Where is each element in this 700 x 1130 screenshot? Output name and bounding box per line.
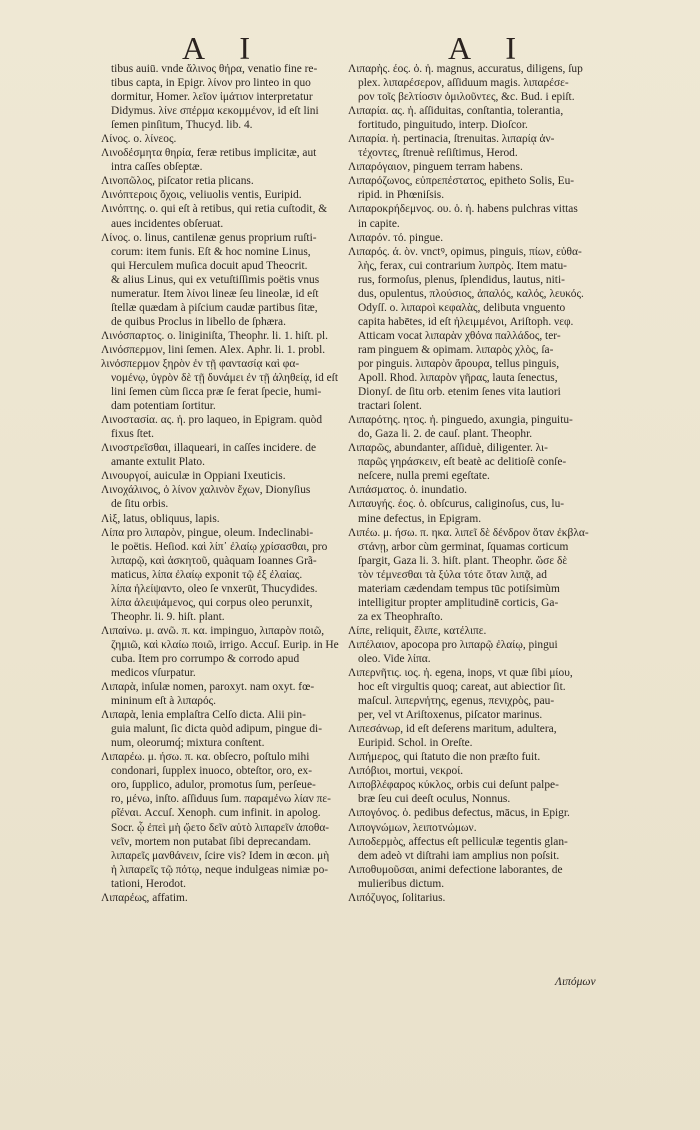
text-line: ζημιῶ, καὶ κλαίω ποιῶ, irrigo. Accuſ. Eurip. in He [111,638,339,651]
text-line: Λίπε, reliquit, ἔλιπε, κατέλιπε. [348,624,487,637]
text-line: Λιπαρόγαιον, pinguem terram habens. [348,161,523,174]
text-line: dormitur, Homer. λεῖον ἱμάτιον interpretatur [111,91,313,104]
text-line: hoc eſt virgultis quoq; careat, aut abiectior ſit. [358,681,566,694]
text-line: ſpargit, Gaza li. 3. hiſt. plant. Theophr. ὥσε δὲ [358,554,568,567]
text-line: lini ſemen cùm ſicca præ ſe ferat ſpecie, humi- [111,386,322,399]
text-line: Λιποβλέφαρος κύκλος, orbis cui deſunt palpe- [348,779,559,792]
text-line: de ſitu orbis. [111,498,169,511]
text-line: Λὶξ, latus, obliquus, lapis. [101,512,220,525]
text-line: oro, ſupplico, adulor, promotus ſum, perſeue- [111,779,316,792]
text-line: Λιπέλαιον, apocopa pro λιπαρῷ ἐλαίῳ, pingui [348,638,558,651]
text-line: Λιπέω. μ. ήσω. π. ηκα. λιπεῖ δὲ δένδρον ὅταν ἐκβλα- [348,526,589,539]
text-line: στάνῃ, arbor cùm germinat, ſquamas corticum [358,540,569,553]
text-line: Λιπεσάνωρ, id eſt deſerens maritum, adultera, [348,723,557,736]
text-line: rus, formoſus, plenus, ſplendidus, lautus, niti- [358,273,565,286]
text-line: oleo. Vide λίπα. [358,652,431,665]
text-line: Λίνος. ο. linus, cantilenæ genus proprium ruſti- [101,231,317,244]
text-line: Λινοστρεῖσθαι, illaqueari, in caſſes incidere. de [101,442,317,455]
text-line: Λιπόβιοι, mortui, νεκροί. [348,765,464,778]
text-line: λιπαρῷ, καὶ ἀσκητοῦ, quàquam Ioannes Grã- [111,554,317,567]
text-line: Λινουργοί, auiculæ in Oppiani Ixeuticis. [101,470,286,483]
text-line: Λίνος. ο. λίνεος. [101,133,177,146]
text-line: λὴς, ferax, cui contrarium λυπρὸς. Item matu- [358,259,567,272]
text-line: tationi, Herodot. [111,877,186,890]
text-line: Λιπαρέω. μ. ήσω. π. κα. obſecro, poſtulo mihi [101,751,310,764]
text-line: Λιπογνώμων, λειποτνώμων. [348,821,477,834]
text-line: Λιπαρός. ά. ὸν. vnctꝰ, opimus, pinguis, πίων, εὐθα- [348,245,582,258]
text-line: Λιπαρότης. ητος. ἡ. pinguedo, axungia, pinguitu- [348,414,573,427]
text-line: Λιποδερμὸς, affectus eſt pelliculæ tegentis glan- [348,835,568,848]
text-line: Didymus. λίνε σπέρμα κεκομμένον, id eſt lini [111,105,319,118]
text-line: corum: item funis. Eſt & hoc nomine Linus, [111,245,311,258]
text-line: Λιπαροκρήδεμνος. ου. ὁ. ἡ. habens pulchras vittas [348,203,578,216]
text-line: za ex Theophraſto. [358,610,443,623]
text-line: in capite. [358,217,400,230]
text-line: dus, opulentus, πλούσιος, ἀπαλός, καλός, λευκός. [358,287,584,300]
text-line: maſcul. λιπερνήτης, egenus, πενιχρὸς, pau- [358,695,555,708]
text-line: Λιπαρόν. τό. pingue. [348,231,444,244]
text-line: Socr. ᾧ ἐπεὶ μὴ ᾤετο δεῖν αὐτὸ λιπαρεῖν ἀποθα- [111,821,330,834]
text-line: Λινόπτης. ο. qui eſt à retibus, qui retia cuſtodit, & [101,203,328,216]
text-line: Λιποθυμοῦσαι, animi defectione laborantes, de [348,863,563,876]
header-left-letters: Α Ι [182,30,264,66]
text-line: neſcere, nulla premi egeſtate. [358,470,490,483]
text-line: por pinguis. λιπαρὸν ἄρουρα, tellus pinguis, [358,357,560,370]
text-line: & alius Linus, qui ex vetuſtiſſimis poëtis vnus [111,273,320,286]
text-line: Λιπαρὰ, inſulæ nomen, paroxyt. nam oxyt. fœ- [101,681,315,694]
text-line: cuba. Item pro corrumpo & corrodo apud [111,652,300,665]
text-line: λινόσπερμον ξηρὸν ἐν τῇ φαντασίᾳ καὶ φα- [101,357,300,370]
text-line: amante extulit Plato. [111,456,205,469]
text-line: Λινοδέσμητα θηρία, feræ retibus implicitæ, aut [101,147,317,160]
text-line: τὸν τέμνεσθαι τὰ ξύλα τότε ὅταν λιπᾷ, ad [358,568,547,581]
text-line: ripid. in Phœniſsis. [358,189,445,202]
text-line: παρῶς γηράσκειν, eſt beatè ac delitioſè conſe- [358,456,567,469]
text-line: de quibus Proclus in libello de ſphæra. [111,315,286,328]
text-line: Λινοστασία. ας. ἡ. pro laqueo, in Epigram. quòd [101,414,323,427]
text-line: Λιπαρῶς, abundanter, aſſiduè, diligenter. λι- [348,442,548,455]
text-line: Λιπογόνος. ὁ. pedibus defectus, mācus, in Epigr. [348,807,570,820]
text-line: Λιπήμερος, qui ſtatuto die non præſto fuit. [348,751,541,764]
text-line: Λινοχάλινος, ὁ λίνον χαλινὸν ἔχων, Dionyſius [101,484,311,497]
text-line: ram pinguem & opimam. λιπαρὸς χλὸς, ſa- [358,343,554,356]
text-line: Λινόπτεροις ὄχοις, veliuolis ventis, Euripid. [101,189,302,202]
text-line: Λινοπῶλος, piſcator retia plicans. [101,175,254,188]
text-line: materiam cædendam tempus tūc potiſsimùm [358,582,560,595]
text-line: bræ ſeu cui deeſt oculus, Nonnus. [358,793,511,806]
text-line: Theophr. li. 9. hiſt. plant. [111,610,225,623]
text-line: ἡ λιπαρεῖς τῷ πότῳ, neque indulgeas nimiæ po- [111,863,329,876]
text-line: Λινόσπερμον, lini ſemen. Alex. Aphr. li. 1. probl. [101,343,326,356]
text-line: Odyſſ. ο. λιπαροὶ κεφαλὰς, delibuta vnguento [358,301,566,314]
text-line: dem adeò vt diſtrahi iam amplius non poſsit. [358,849,560,862]
text-line: λίπα ἠλείψαντο, oleo ſe vnxerūt, Thucydides. [111,582,318,595]
text-line: maticus, λίπα ἐλαίῳ exponit τῷ ἐξ ἐλαίας. [111,568,303,581]
text-line: ſemen pinſitum, Thucyd. lib. 4. [111,119,253,132]
text-line: Λίπα pro λιπαρὸν, pingue, oleum. Indeclinabi- [101,526,314,539]
text-line: Λιπαυγής. έος. ὁ. obſcurus, caliginoſus, cus, lu- [348,498,565,511]
running-header [0,30,700,66]
text-line: intra caſſes obſeptæ. [111,161,203,174]
text-line: Λιπαίνω. μ. ανῶ. π. κα. impinguo, λιπαρὸν ποιῶ, [101,624,325,637]
text-line: νομένῳ, ὑγρὸν δὲ τῇ δυνάμει ἐν τῇ ἀληθείᾳ, id eſt [111,372,339,385]
text-line: Λιπάσματος. ὁ. inundatio. [348,484,468,497]
text-line: Λιπαρὰ, lenia emplaſtra Celſo dicta. Alii pin- [101,709,306,722]
text-line: νεῖν, mortem non putabat ſibi deprecandam. [111,835,312,848]
catchword: Λιπόμων [555,976,596,988]
right-column [348,62,648,905]
text-line: Apoll. Rhod. λιπαρὸν γῆρας, lauta ſenectus, [358,372,558,385]
text-line: num, oleorumq́; mixtura conſtent. [111,737,265,750]
text-line: tibus capta, in Epigr. λίνον pro linteo in quo [111,77,311,90]
text-line: Λιπαρέως, affatim. [101,891,188,904]
text-line: qui Herculem muſica docuit apud Theocrit. [111,259,308,272]
text-line: dam potentiam ſortitur. [111,400,216,413]
text-line: aues incidentes obſeruat. [111,217,224,230]
text-line: τέχοντες, ſtrenuè reſiſtimus, Herod. [358,147,518,160]
text-line: Λιπαρία. ας. ἡ. aſſiduitas, conſtantia, tolerantia, [348,105,564,118]
text-line: Euripid. Schol. in Oreſte. [358,737,473,750]
text-line: ρον τοῖς βελτίοσιν ὁμιλοῦντες, &c. Bud. i epiſt. [358,91,575,104]
text-line: mininum eſt à λιπαρός. [111,695,217,708]
text-line: do, Gaza li. 2. de cauſ. plant. Theophr. [358,428,533,441]
text-line: plex. λιπαρέσερον, aſſiduum magis. λιπαρέσε- [358,77,569,90]
text-line: tibus auiū. vnde ἄλινος θήρα, venatio fine re- [111,63,318,75]
text-line: ſtellæ quædam à piſcium caudæ partibus ſitæ, [111,301,318,314]
text-line: tractari ſolent. [358,400,422,413]
text-line: Λιπαρόζωνος, εὐπρεπέστατος, epitheto Solis, Eu- [348,175,575,188]
text-line: Dionyſ. de ſitu orb. etenim ſenes vita lautiori [358,386,561,399]
text-line: ρ̃ιέναι. Accuſ. Xenoph. cum infinit. in apolog. [111,807,321,820]
text-line: medicos vſurpatur. [111,667,196,680]
text-line: Atticam vocat λιπαρὰν χθόνα παλλάδος, ter- [358,329,561,342]
text-line: Λιπαρὴς. έος. ὁ. ἡ. magnus, accuratus, diligens, ſup [348,63,583,75]
text-line: fortitudo, pinguitudo, interp. Dioſcor. [358,119,528,132]
text-line: λιπαρεῖς μανθάνειν, ſcire vis? Idem in œcon. μὴ [111,849,330,862]
text-line: intelligitur propter amplitudinē corticis, Ga- [358,596,559,609]
text-line: mine defectus, in Epigram. [358,512,482,525]
text-line: guia malunt, ſic dicta quòd adipum, pingue di- [111,723,322,736]
text-line: fixus ſtet. [111,428,155,441]
text-line: λίπα ἀλειψάμενος, qui corpus oleo perunxit, [111,596,313,609]
text-line: Λιπερνῆτις. ιος. ἡ. egena, inops, vt quæ ſibi μίου, [348,667,573,680]
text-line: mulieribus dictum. [358,877,445,890]
text-line: Λινόσπαρτος. ο. liniginiſta, Theophr. li. 1. hiſt. pl. [101,329,329,342]
text-line: condonari, ſupplex inuoco, obteſtor, oro, ex- [111,765,313,778]
text-line: per, vel vt Ariſtoxenus, piſcator marinus. [358,709,543,722]
text-line: capita habētes, id eſt ἠλειμμένοι, Ariſtoph. νεφ. [358,315,574,328]
text-line: Λιπαρία. ἡ. pertinacia, ſtrenuitas. λιπαρίᾳ ἀν- [348,133,555,146]
text-line: le poëtis. Heſiod. καὶ λίπ᾽ ἐλαίῳ χρίσασθαι, pro [111,540,328,553]
header-right-letters: Α Ι [448,30,530,66]
text-line: ro, μένω, inſto. aſſiduus ſum. παραμένω λίαν πε- [111,793,331,806]
text-line: Λιπόζυγος, ſolitarius. [348,891,446,904]
text-line: numeratur. Item λίνοι lineæ ſeu lineolæ, id eſt [111,287,319,300]
